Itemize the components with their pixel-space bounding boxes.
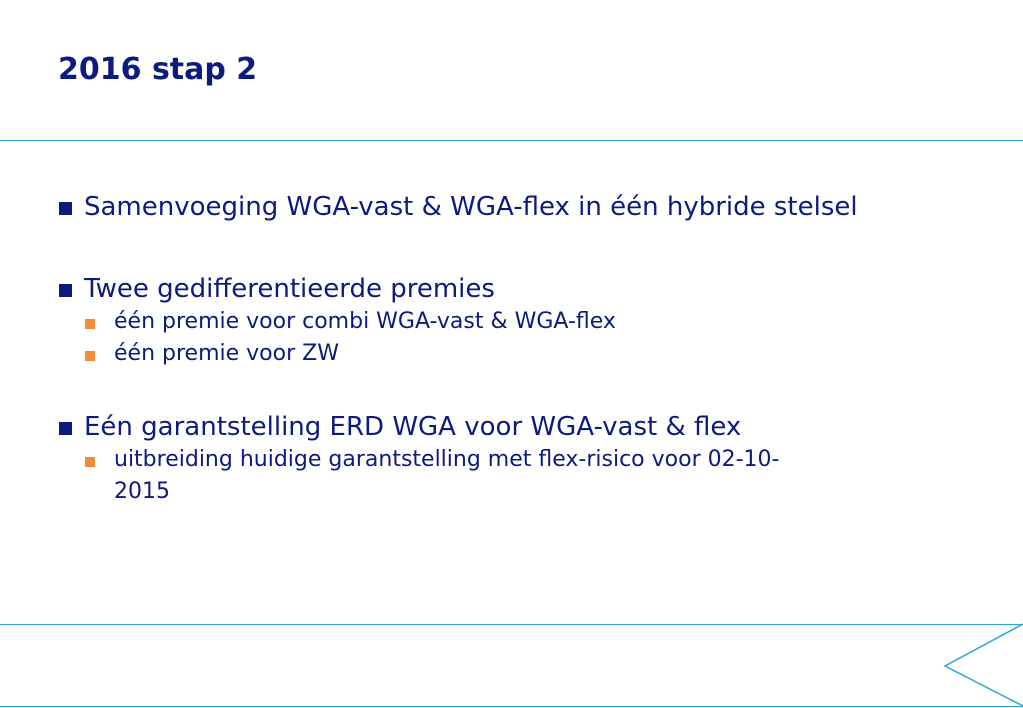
square-sub-bullet-icon	[85, 457, 95, 467]
sub-bullet-item	[84, 338, 996, 370]
bullet-item	[56, 410, 996, 444]
square-bullet-icon	[59, 284, 72, 297]
square-sub-bullet-icon	[85, 351, 95, 361]
bullet-text: Samenvoeging WGA-vast & WGA-flex in één hybride stelsel	[84, 192, 858, 222]
sub-bullet-item	[84, 306, 996, 338]
chevron-left-outline-icon	[940, 620, 1023, 708]
footer-bottom-line	[0, 706, 1023, 707]
footer-divider	[0, 624, 1023, 625]
sub-bullet-item	[84, 444, 834, 508]
bullet-item	[56, 272, 996, 306]
sub-bullet-text: één premie voor combi WGA-vast & WGA-flex	[114, 309, 616, 334]
square-bullet-icon	[59, 422, 72, 435]
square-bullet-icon	[59, 202, 72, 215]
slide-content	[56, 190, 996, 508]
bullet-text: Twee gedifferentieerde premies	[84, 274, 495, 304]
sub-bullet-text: uitbreiding huidige garantstelling met flex-risico voor 02-10-2015	[114, 447, 780, 504]
bullet-text: Eén garantstelling ERD WGA voor WGA-vast & flex	[84, 412, 742, 442]
square-sub-bullet-icon	[85, 319, 95, 329]
sub-bullet-text: één premie voor ZW	[114, 341, 339, 366]
bullet-item	[56, 190, 996, 224]
title-divider	[0, 140, 1023, 141]
slide-title: 2016 stap 2	[58, 52, 258, 87]
